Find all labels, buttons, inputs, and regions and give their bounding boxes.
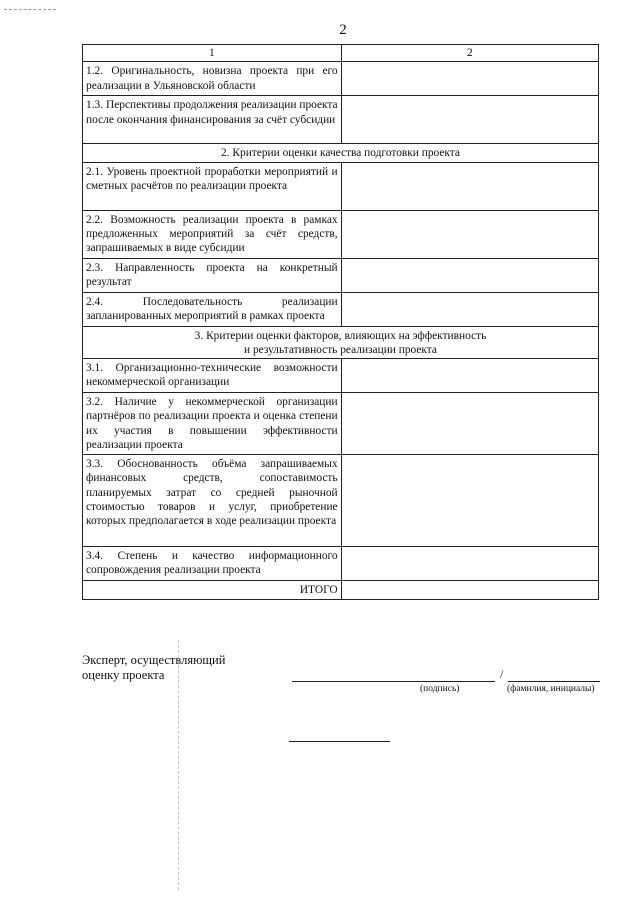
expert-label-line2: оценку проекта (82, 668, 165, 682)
table-row (83, 162, 599, 210)
section-heading-3 (83, 326, 599, 359)
column-header-2: 2 (341, 45, 598, 62)
score-cell-2-3[interactable] (341, 258, 598, 292)
total-row (83, 581, 599, 600)
expert-label (82, 653, 225, 683)
criterion-2-2: 2.2. Возможность реализации проекта в рамках предложенных мероприятий за счёт средств, запрашиваемых в виде субсидии (83, 210, 342, 258)
criterion-3-1: 3.1. Организационно-технические возможности некоммерческой организации (83, 359, 342, 393)
criterion-3-3: 3.3. Обоснованность объёма запрашиваемых финансовых средств, сопоставимость планируемых затрат со средней рыночной стоимостью товаров и услуг, приобретение которых предполагается в ходе реализации проекта (83, 455, 342, 547)
section-heading-3-line2: и результативность реализации проекта (244, 343, 437, 356)
section-heading-2: 2. Критерии оценки качества подготовки проекта (83, 144, 599, 162)
table-header-row (83, 45, 599, 62)
signature-separator: / (500, 667, 504, 681)
table-row (83, 547, 599, 581)
section-heading-3-line1: 3. Критерии оценки факторов, влияющих на эффективность (194, 329, 487, 342)
score-cell-1-3[interactable] (341, 96, 598, 144)
page-number: 2 (339, 22, 347, 38)
criterion-1-3: 1.3. Перспективы продолжения реализации проекта после окончания финансирования за счёт субсидии (83, 96, 342, 144)
score-cell-2-4[interactable] (341, 292, 598, 326)
score-cell-2-2[interactable] (341, 210, 598, 258)
criterion-2-3: 2.3. Направленность проекта на конкретный результат (83, 258, 342, 292)
name-caption: (фамилия, инициалы) (507, 684, 595, 694)
table-row (83, 359, 599, 393)
total-label: ИТОГО (83, 581, 342, 600)
table-row (83, 210, 599, 258)
score-cell-2-1[interactable] (341, 162, 598, 210)
end-of-document-line (289, 741, 390, 742)
signature-caption: (подпись) (420, 684, 460, 694)
score-cell-3-2[interactable] (341, 393, 598, 455)
total-value-cell[interactable] (341, 581, 598, 600)
score-cell-3-4[interactable] (341, 547, 598, 581)
table-row (83, 96, 599, 144)
table-row (83, 455, 599, 547)
criterion-3-4: 3.4. Степень и качество информационного сопровождения реализации проекта (83, 547, 342, 581)
score-cell-1-2[interactable] (341, 62, 598, 96)
expert-label-line1: Эксперт, осуществляющий (82, 653, 226, 667)
criteria-table (82, 44, 599, 600)
column-header-1: 1 (83, 45, 342, 62)
score-cell-3-3[interactable] (341, 455, 598, 547)
criterion-2-1: 2.1. Уровень проектной проработки мероприятий и сметных расчётов по реализации проекта (83, 162, 342, 210)
criterion-1-2: 1.2. Оригинальность, новизна проекта при его реализации в Ульяновской области (83, 62, 342, 96)
criterion-2-4: 2.4. Последовательность реализации запланированных мероприятий в рамках проекта (83, 292, 342, 326)
signature-line[interactable] (292, 681, 495, 682)
scan-artifact (4, 9, 56, 10)
section-row (83, 326, 599, 359)
score-cell-3-1[interactable] (341, 359, 598, 393)
name-line[interactable] (508, 681, 600, 682)
table-row (83, 258, 599, 292)
table-row (83, 292, 599, 326)
section-row (83, 144, 599, 162)
criterion-3-2: 3.2. Наличие у некоммерческой организации партнёров по реализации проекта и оценка степени их участия в повышении эффективности реализации проекта (83, 393, 342, 455)
table-row (83, 393, 599, 455)
table-row (83, 62, 599, 96)
